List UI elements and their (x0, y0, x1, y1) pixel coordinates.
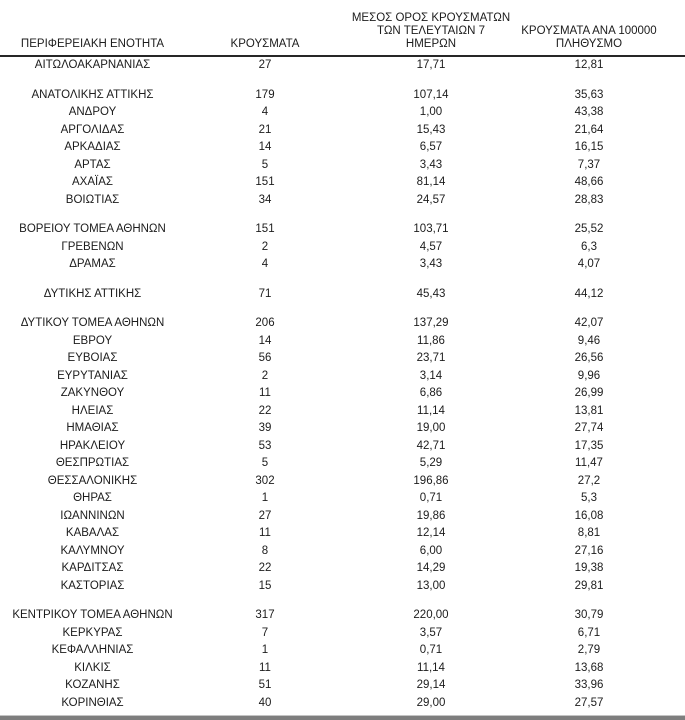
cell-cases: 39 (258, 422, 272, 434)
table-row (0, 695, 685, 713)
cell-cases: 4 (261, 258, 269, 270)
table-row (0, 315, 685, 333)
cell-avg7: 3,43 (419, 158, 443, 171)
cell-avg7: 3,57 (419, 626, 443, 639)
table-row (0, 543, 685, 561)
cell-per100k: 6,3 (581, 240, 597, 253)
group-gap-cell (0, 209, 685, 221)
cell-region: ΚΟΡΙΝΘΙΑΣ (61, 696, 124, 709)
cell-avg7: 4,57 (419, 240, 443, 253)
group-gap-cell (0, 595, 685, 607)
cell-avg7: 3,43 (419, 258, 443, 270)
col-header-per100k-line2: ΠΛΗΘΥΣΜΟ (555, 38, 623, 50)
cell-region: ΚΕΡΚΥΡΑΣ (62, 626, 123, 639)
cell-avg7: 196,86 (413, 474, 449, 487)
table-header (0, 4, 685, 56)
cell-cases: 179 (255, 88, 275, 101)
cell-region: ΓΡΕΒΕΝΩΝ (61, 240, 124, 253)
cell-cases: 11 (259, 661, 271, 674)
cell-region: ΒΟΡΕΙΟΥ ΤΟΜΕΑ ΑΘΗΝΩΝ (19, 223, 166, 235)
cell-cases: 51 (258, 679, 272, 691)
cell-region: ΗΡΑΚΛΕΙΟΥ (59, 439, 126, 452)
cell-cases: 317 (255, 609, 275, 621)
table-body (0, 56, 685, 712)
cell-region: ΑΧΑΪΑΣ (72, 176, 113, 188)
table-row (0, 607, 685, 625)
group-gap-row (0, 595, 685, 607)
cell-region: ΗΛΕΙΑΣ (71, 404, 114, 417)
table-row (0, 122, 685, 140)
cell-region: ΚΑΡΔΙΤΣΑΣ (61, 562, 124, 574)
table-row (0, 660, 685, 678)
cell-per100k: 27,74 (574, 422, 604, 434)
cell-cases: 5 (261, 457, 269, 469)
cell-per100k: 2,79 (577, 644, 601, 656)
table-row (0, 104, 685, 122)
cell-region: ΔΥΤΙΚΟΥ ΤΟΜΕΑ ΑΘΗΝΩΝ (20, 317, 165, 329)
cell-cases: 206 (255, 317, 275, 329)
cell-region: ΑΡΤΑΣ (74, 158, 111, 171)
cell-avg7: 11,86 (417, 334, 445, 347)
cell-cases: 14 (258, 334, 272, 347)
table-row (0, 157, 685, 175)
table-row (0, 403, 685, 421)
cell-per100k: 42,07 (574, 317, 604, 329)
col-header-cases (185, 4, 345, 56)
col-header-region (0, 4, 185, 56)
cell-per100k: 48,66 (574, 176, 604, 188)
cell-cases: 302 (255, 474, 275, 487)
cell-cases: 7 (261, 626, 269, 639)
table-row (0, 490, 685, 508)
cell-avg7: 81,14 (416, 176, 446, 188)
group-gap-row (0, 75, 685, 87)
table-row (0, 139, 685, 157)
cell-region: ΖΑΚΥΝΘΟΥ (60, 387, 125, 399)
cell-per100k: 33,96 (574, 679, 604, 691)
cell-avg7: 11,14 (417, 404, 445, 417)
cell-cases: 71 (258, 287, 272, 300)
cell-per100k: 21,64 (574, 123, 604, 136)
table-row (0, 473, 685, 491)
cell-per100k: 6,71 (577, 626, 601, 639)
cell-region: ΑΝΑΤΟΛΙΚΗΣ ΑΤΤΙΚΗΣ (31, 88, 154, 101)
cell-avg7: 19,86 (416, 509, 446, 522)
cell-region: ΑΝΔΡΟΥ (68, 106, 117, 118)
cell-region: ΚΑΣΤΟΡΙΑΣ (60, 579, 125, 592)
table-row (0, 420, 685, 438)
group-gap-row (0, 274, 685, 286)
table-row (0, 239, 685, 257)
cell-avg7: 23,71 (416, 352, 446, 364)
cell-per100k: 30,79 (574, 609, 604, 621)
cell-region: ΑΡΚΑΔΙΑΣ (64, 141, 121, 153)
cell-cases: 5 (261, 158, 269, 171)
cell-region: ΔΡΑΜΑΣ (69, 258, 116, 270)
cell-cases: 15 (258, 579, 272, 592)
cell-avg7: 29,00 (416, 696, 446, 709)
cell-avg7: 13,00 (416, 579, 446, 592)
cell-region: ΘΕΣΠΡΩΤΙΑΣ (55, 457, 130, 469)
col-header-avg7-line1: ΜΕΣΟΣ ΟΡΟΣ ΚΡΟΥΣΜΑΤΩΝ (351, 12, 511, 24)
cell-cases: 151 (255, 176, 275, 188)
bottom-cropped-bar (0, 715, 685, 720)
cell-cases: 27 (258, 509, 272, 522)
cell-per100k: 13,68 (574, 661, 604, 674)
cell-per100k: 11,47 (575, 457, 603, 469)
cell-avg7: 14,29 (416, 562, 446, 574)
col-header-avg7-line3: ΗΜΕΡΩΝ (405, 38, 457, 50)
table-row (0, 256, 685, 274)
cell-avg7: 11,14 (417, 661, 445, 674)
cell-region: ΚΑΛΥΜΝΟΥ (60, 544, 125, 557)
cell-cases: 53 (258, 439, 272, 452)
cell-per100k: 4,07 (577, 258, 601, 270)
cell-region: ΕΒΡΟΥ (72, 334, 113, 347)
cell-region: ΘΕΣΣΑΛΟΝΙΚΗΣ (47, 474, 138, 487)
cell-region: ΗΜΑΘΙΑΣ (66, 422, 119, 434)
group-gap-cell (0, 75, 685, 87)
table-row (0, 174, 685, 192)
cell-region: ΑΡΓΟΛΙΔΑΣ (60, 123, 125, 136)
cell-per100k: 43,38 (574, 106, 604, 118)
cell-avg7: 1,00 (419, 106, 443, 118)
cell-per100k: 27,2 (577, 474, 601, 487)
cell-avg7: 19,00 (416, 422, 446, 434)
table-row (0, 560, 685, 578)
cell-avg7: 17,71 (416, 59, 446, 71)
cell-cases: 56 (258, 352, 272, 364)
cell-cases: 2 (261, 240, 269, 253)
col-header-avg7-line2: ΤΩΝ ΤΕΛΕΥΤΑΙΩΝ 7 (377, 25, 485, 37)
cell-cases: 4 (261, 106, 269, 118)
cell-cases: 151 (255, 223, 275, 235)
table-row (0, 192, 685, 210)
cell-region: ΚΕΦΑΛΛΗΝΙΑΣ (51, 644, 134, 656)
cell-region: ΙΩΑΝΝΙΝΩΝ (60, 509, 125, 522)
cell-avg7: 29,14 (416, 679, 446, 691)
cell-region: ΚΑΒΑΛΑΣ (65, 527, 120, 539)
cell-avg7: 5,29 (419, 457, 443, 469)
cell-per100k: 16,08 (574, 509, 604, 522)
cell-cases: 14 (258, 141, 272, 153)
cell-region: ΔΥΤΙΚΗΣ ΑΤΤΙΚΗΣ (43, 287, 142, 300)
cell-region: ΚΙΛΚΙΣ (74, 661, 111, 674)
table-row (0, 87, 685, 105)
cell-per100k: 44,12 (574, 287, 604, 300)
group-gap-row (0, 209, 685, 221)
cell-region: ΚΕΝΤΡΙΚΟΥ ΤΟΜΕΑ ΑΘΗΝΩΝ (12, 609, 173, 621)
cell-region: ΑΙΤΩΛΟΑΚΑΡΝΑΝΙΑΣ (34, 59, 151, 71)
cell-region: ΕΥΒΟΙΑΣ (67, 352, 118, 364)
cell-per100k: 27,57 (574, 696, 604, 709)
cell-avg7: 3,14 (419, 369, 443, 382)
table-row (0, 56, 685, 75)
cell-cases: 40 (258, 696, 272, 709)
cell-region: ΚΟΖΑΝΗΣ (65, 679, 120, 691)
table-row (0, 578, 685, 596)
cell-cases: 2 (261, 369, 269, 382)
cell-avg7: 6,86 (419, 387, 443, 399)
cell-avg7: 0,71 (419, 492, 443, 504)
cell-cases: 21 (258, 123, 272, 136)
cell-avg7: 137,29 (413, 317, 449, 329)
cell-cases: 1 (261, 644, 269, 656)
col-header-per100k (517, 4, 685, 56)
group-gap-row (0, 303, 685, 315)
cell-per100k: 16,15 (574, 141, 604, 153)
cell-per100k: 17,35 (574, 439, 604, 452)
table-row (0, 642, 685, 660)
cell-cases: 22 (258, 562, 272, 574)
cell-cases: 11 (259, 387, 271, 399)
col-header-cases-label: ΚΡΟΥΣΜΑΤΑ (230, 38, 300, 50)
cell-per100k: 29,81 (574, 579, 604, 592)
group-gap-cell (0, 274, 685, 286)
cell-per100k: 19,38 (574, 562, 604, 574)
cell-cases: 1 (261, 492, 269, 504)
cell-per100k: 28,83 (574, 193, 604, 206)
cell-avg7: 0,71 (419, 644, 443, 656)
table-row (0, 525, 685, 543)
table-row (0, 221, 685, 239)
cell-per100k: 26,99 (574, 387, 604, 399)
cell-avg7: 15,43 (416, 123, 446, 136)
cell-avg7: 12,14 (416, 527, 446, 539)
cell-per100k: 8,81 (577, 527, 601, 539)
cell-per100k: 13,81 (574, 404, 604, 417)
cell-cases: 8 (261, 544, 269, 557)
col-header-avg7 (345, 4, 517, 56)
cell-per100k: 9,46 (577, 334, 601, 347)
cell-region: ΘΗΡΑΣ (73, 492, 112, 504)
table-row (0, 385, 685, 403)
table-row (0, 286, 685, 304)
table-row (0, 438, 685, 456)
cell-per100k: 12,81 (574, 59, 604, 71)
cell-avg7: 107,14 (413, 88, 449, 101)
header-row (0, 4, 685, 56)
cell-per100k: 35,63 (574, 88, 604, 101)
cell-avg7: 45,43 (416, 287, 446, 300)
cell-per100k: 5,3 (581, 492, 597, 504)
cell-region: ΒΟΙΩΤΙΑΣ (65, 193, 120, 206)
cell-avg7: 103,71 (413, 223, 449, 235)
table-row (0, 508, 685, 526)
cell-cases: 11 (259, 527, 271, 539)
cell-per100k: 7,37 (577, 158, 601, 171)
table-row (0, 368, 685, 386)
col-header-region-label: ΠΕΡΙΦΕΡΕΙΑΚΗ ΕΝΟΤΗΤΑ (20, 38, 165, 50)
cell-avg7: 24,57 (416, 193, 446, 206)
cell-per100k: 26,56 (574, 352, 604, 364)
col-header-per100k-line1: ΚΡΟΥΣΜΑΤΑ ΑΝΑ 100000 (521, 25, 657, 37)
cell-per100k: 9,96 (577, 369, 601, 382)
cell-per100k: 25,52 (574, 223, 604, 235)
group-gap-cell (0, 303, 685, 315)
cell-region: ΕΥΡΥΤΑΝΙΑΣ (57, 369, 128, 382)
table-row (0, 350, 685, 368)
cell-avg7: 6,57 (419, 141, 443, 153)
cell-avg7: 42,71 (416, 439, 446, 452)
cell-cases: 27 (258, 59, 272, 71)
cases-table (0, 4, 685, 712)
cell-per100k: 27,16 (574, 544, 604, 557)
cell-avg7: 220,00 (413, 609, 449, 621)
table-row (0, 455, 685, 473)
table-row (0, 625, 685, 643)
cell-avg7: 6,00 (419, 544, 443, 557)
table-row (0, 333, 685, 351)
cell-cases: 34 (258, 193, 272, 206)
cell-cases: 22 (258, 404, 272, 417)
table-row (0, 677, 685, 695)
